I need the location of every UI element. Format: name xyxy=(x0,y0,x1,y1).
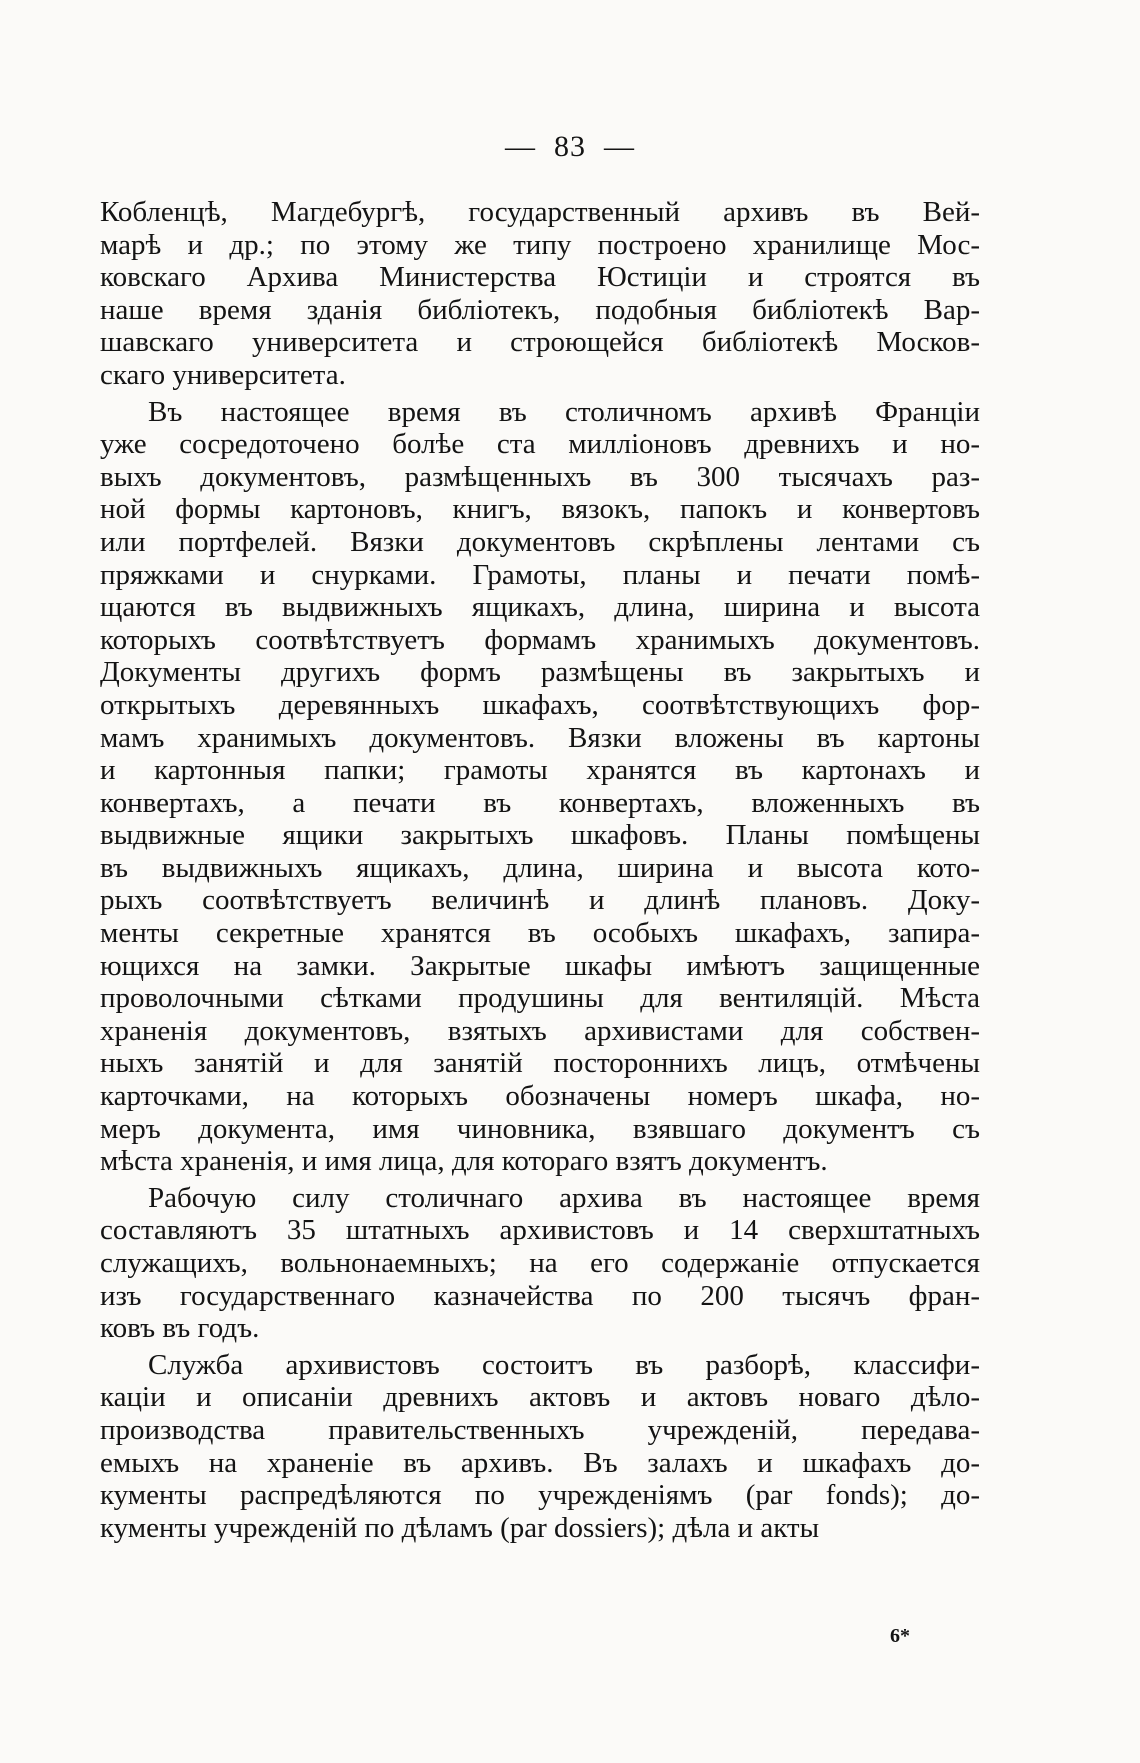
text-line: проволочными сѣтками продушины для вентиляцій. Мѣста xyxy=(100,982,980,1015)
text-line: наше время зданія библіотекъ, подобныя библіотекѣ Вар- xyxy=(100,293,980,326)
paragraph xyxy=(100,1349,980,1545)
text-line: скаго университета. xyxy=(100,358,346,391)
text-line: выхъ документовъ, размѣщенныхъ въ 300 тысячахъ раз- xyxy=(100,460,980,493)
text-line: пряжками и снурками. Грамоты, планы и печати помѣ- xyxy=(100,558,980,591)
text-line: каціи и описаніи древнихъ актовъ и актовъ новаго дѣло- xyxy=(100,1381,980,1414)
page-header xyxy=(0,130,1140,164)
text-line: ныхъ занятій и для занятій постороннихъ лицъ, отмѣчены xyxy=(100,1047,980,1080)
text-line: Въ настоящее время въ столичномъ архивѣ Франціи xyxy=(148,395,980,428)
text-line: храненія документовъ, взятыхъ архивистами для собствен- xyxy=(100,1014,980,1047)
text-line: марѣ и др.; по этому же типу построено хранилище Мос- xyxy=(100,228,980,261)
text-line: или портфелей. Вязки документовъ скрѣплены лентами съ xyxy=(100,525,980,558)
header-right-dash: — xyxy=(604,130,635,163)
text-line: Кобленцѣ, Магдебургѣ, государственный архивъ въ Вей- xyxy=(100,196,980,228)
text-line: карточками, на которыхъ обозначены номеръ шкафа, но- xyxy=(100,1080,980,1113)
text-line: меръ документа, имя чиновника, взявшаго документъ съ xyxy=(100,1112,980,1145)
text-line: рыхъ соотвѣтствуетъ величинѣ и длинѣ плановъ. Доку- xyxy=(100,884,980,917)
paragraph xyxy=(100,1182,980,1345)
text-line: выдвижные ящики закрытыхъ шкафовъ. Планы помѣщены xyxy=(100,819,980,852)
text-line: ковскаго Архива Министерства Юстиціи и строятся въ xyxy=(100,261,980,294)
text-line: ной формы картоновъ, книгъ, вязокъ, папокъ и конвертовъ xyxy=(100,493,980,526)
text-line: кументы учрежденій по дѣламъ (par dossiers); дѣла и акты xyxy=(100,1511,820,1544)
text-line: щаются въ выдвижныхъ ящикахъ, длина, ширина и высота xyxy=(100,591,980,624)
text-line: кументы распредѣляются по учрежденіямъ (par fonds); до- xyxy=(100,1479,980,1512)
text-line: ющихся на замки. Закрытые шкафы имѣютъ защищенные xyxy=(100,949,980,982)
text-line: менты секретные хранятся въ особыхъ шкафахъ, запира- xyxy=(100,917,980,950)
text-line: уже сосредоточено болѣе ста милліоновъ древнихъ и но- xyxy=(100,428,980,461)
text-line: изъ государственнаго казначейства по 200 тысячъ фран- xyxy=(100,1279,980,1312)
text-line: Служба архивистовъ состоитъ въ разборѣ, классифи- xyxy=(148,1348,980,1381)
text-line: конвертахъ, а печати въ конвертахъ, вложенныхъ въ xyxy=(100,786,980,819)
paragraph xyxy=(100,396,980,1178)
page-number: 83 xyxy=(554,130,586,163)
text-line: въ выдвижныхъ ящикахъ, длина, ширина и высота кото- xyxy=(100,851,980,884)
text-line: шавскаго университета и строющейся библіотекѣ Москов- xyxy=(100,326,980,359)
signature-mark: 6* xyxy=(890,1625,910,1647)
text-line: мамъ хранимыхъ документовъ. Вязки вложены въ картоны xyxy=(100,721,980,754)
text-line: мѣста храненія, и имя лица, для котораго взятъ документъ. xyxy=(100,1145,828,1178)
text-line: составляютъ 35 штатныхъ архивистовъ и 14 сверхштатныхъ xyxy=(100,1214,980,1247)
paragraph xyxy=(100,196,980,392)
text-line: которыхъ соотвѣтствуетъ формамъ хранимыхъ документовъ. xyxy=(100,623,980,656)
text-line: емыхъ на храненіе въ архивъ. Въ залахъ и шкафахъ до- xyxy=(100,1446,980,1479)
text-line: открытыхъ деревянныхъ шкафахъ, соотвѣтствующихъ фор- xyxy=(100,688,980,721)
text-line: производства правительственныхъ учрежденій, передава- xyxy=(100,1413,980,1446)
body-text xyxy=(100,196,980,1544)
text-line: ковъ въ годъ. xyxy=(100,1312,260,1345)
text-line: и картонныя папки; грамоты хранятся въ картонахъ и xyxy=(100,754,980,787)
text-line: Документы другихъ формъ размѣщены въ закрытыхъ и xyxy=(100,656,980,689)
text-line: служащихъ, вольнонаемныхъ; на его содержаніе отпускается xyxy=(100,1247,980,1279)
text-line: Рабочую силу столичнаго архива въ настоящее время xyxy=(148,1181,980,1214)
header-left-dash: — xyxy=(505,130,536,163)
